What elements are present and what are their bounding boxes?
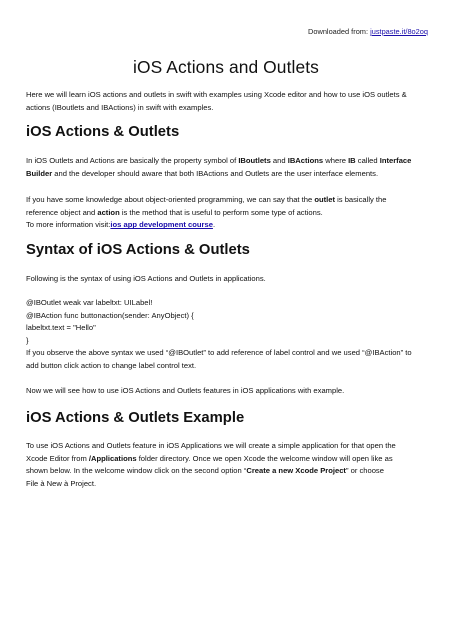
section-heading-syntax: Syntax of iOS Actions & Outlets xyxy=(26,242,250,258)
s1p2-line-3: To more information visit:ios app development course. xyxy=(26,220,216,230)
download-label: Downloaded from: xyxy=(308,27,371,36)
course-link[interactable]: ios app development course xyxy=(110,220,213,230)
section1-paragraph-2 xyxy=(26,194,430,232)
download-link[interactable]: justpaste.it/8o2oq xyxy=(370,27,428,36)
s1p2-line-2: reference object and action is the method that is useful to perform some type of actions. xyxy=(26,207,323,217)
intro-paragraph xyxy=(26,89,430,114)
syntax-explain-line-1: If you observe the above syntax we used “@IBOutlet” to add reference of label control and we used “@IBAction” to xyxy=(26,348,412,358)
code-line: @IBOutlet weak var labeltxt: UILabel! xyxy=(26,298,153,307)
s3-line-1: To use iOS Actions and Outlets feature in iOS Applications we will create a simple application for that open the xyxy=(26,441,396,450)
code-block xyxy=(26,297,430,373)
section-heading-actions-outlets: iOS Actions & Outlets xyxy=(26,124,180,140)
page-title: iOS Actions and Outlets xyxy=(133,57,319,77)
download-source xyxy=(308,27,428,36)
code-line: } xyxy=(26,335,29,345)
s3-line-2: Xcode Editor from /Applications folder directory. Once we open Xcode the welcome window will open like as xyxy=(26,453,393,463)
code-line: @IBAction func buttonaction(sender: AnyObject) { xyxy=(26,310,194,320)
s3-line-3: shown below. In the welcome window click on the second option “Create a new Xcode Project” or choose xyxy=(26,466,384,476)
intro-line-1: Here we will learn iOS actions and outlets in swift with examples using Xcode editor and how to use iOS outlets & xyxy=(26,90,407,99)
section1-paragraph-1 xyxy=(26,155,430,180)
example-paragraph xyxy=(26,440,430,490)
intro-line-2: actions (IBoutlets and IBActions) in swift with examples. xyxy=(26,102,214,112)
s1p1-line-2: Builder and the developer should aware that both IBActions and Outlets are the user interface elements. xyxy=(26,168,379,178)
section-heading-example: iOS Actions & Outlets Example xyxy=(26,410,245,426)
syntax-intro: Following is the syntax of using iOS Actions and Outlets in applications. xyxy=(26,274,266,283)
s1p2-line-1: If you have some knowledge about object-oriented programming, we can say that the outlet is basically the xyxy=(26,195,387,204)
s1p1-line-1: In iOS Outlets and Actions are basically the property symbol of IBoutlets and IBActions where IB called Interface xyxy=(26,156,412,165)
s3-line-4: File à New à Project. xyxy=(26,478,97,488)
section2-closing: Now we will see how to use iOS Actions and Outlets features in iOS applications with example. xyxy=(26,386,345,395)
syntax-explain-line-2: add button click action to change label control text. xyxy=(26,360,197,370)
code-line: labeltxt.text = "Hello" xyxy=(26,323,96,333)
